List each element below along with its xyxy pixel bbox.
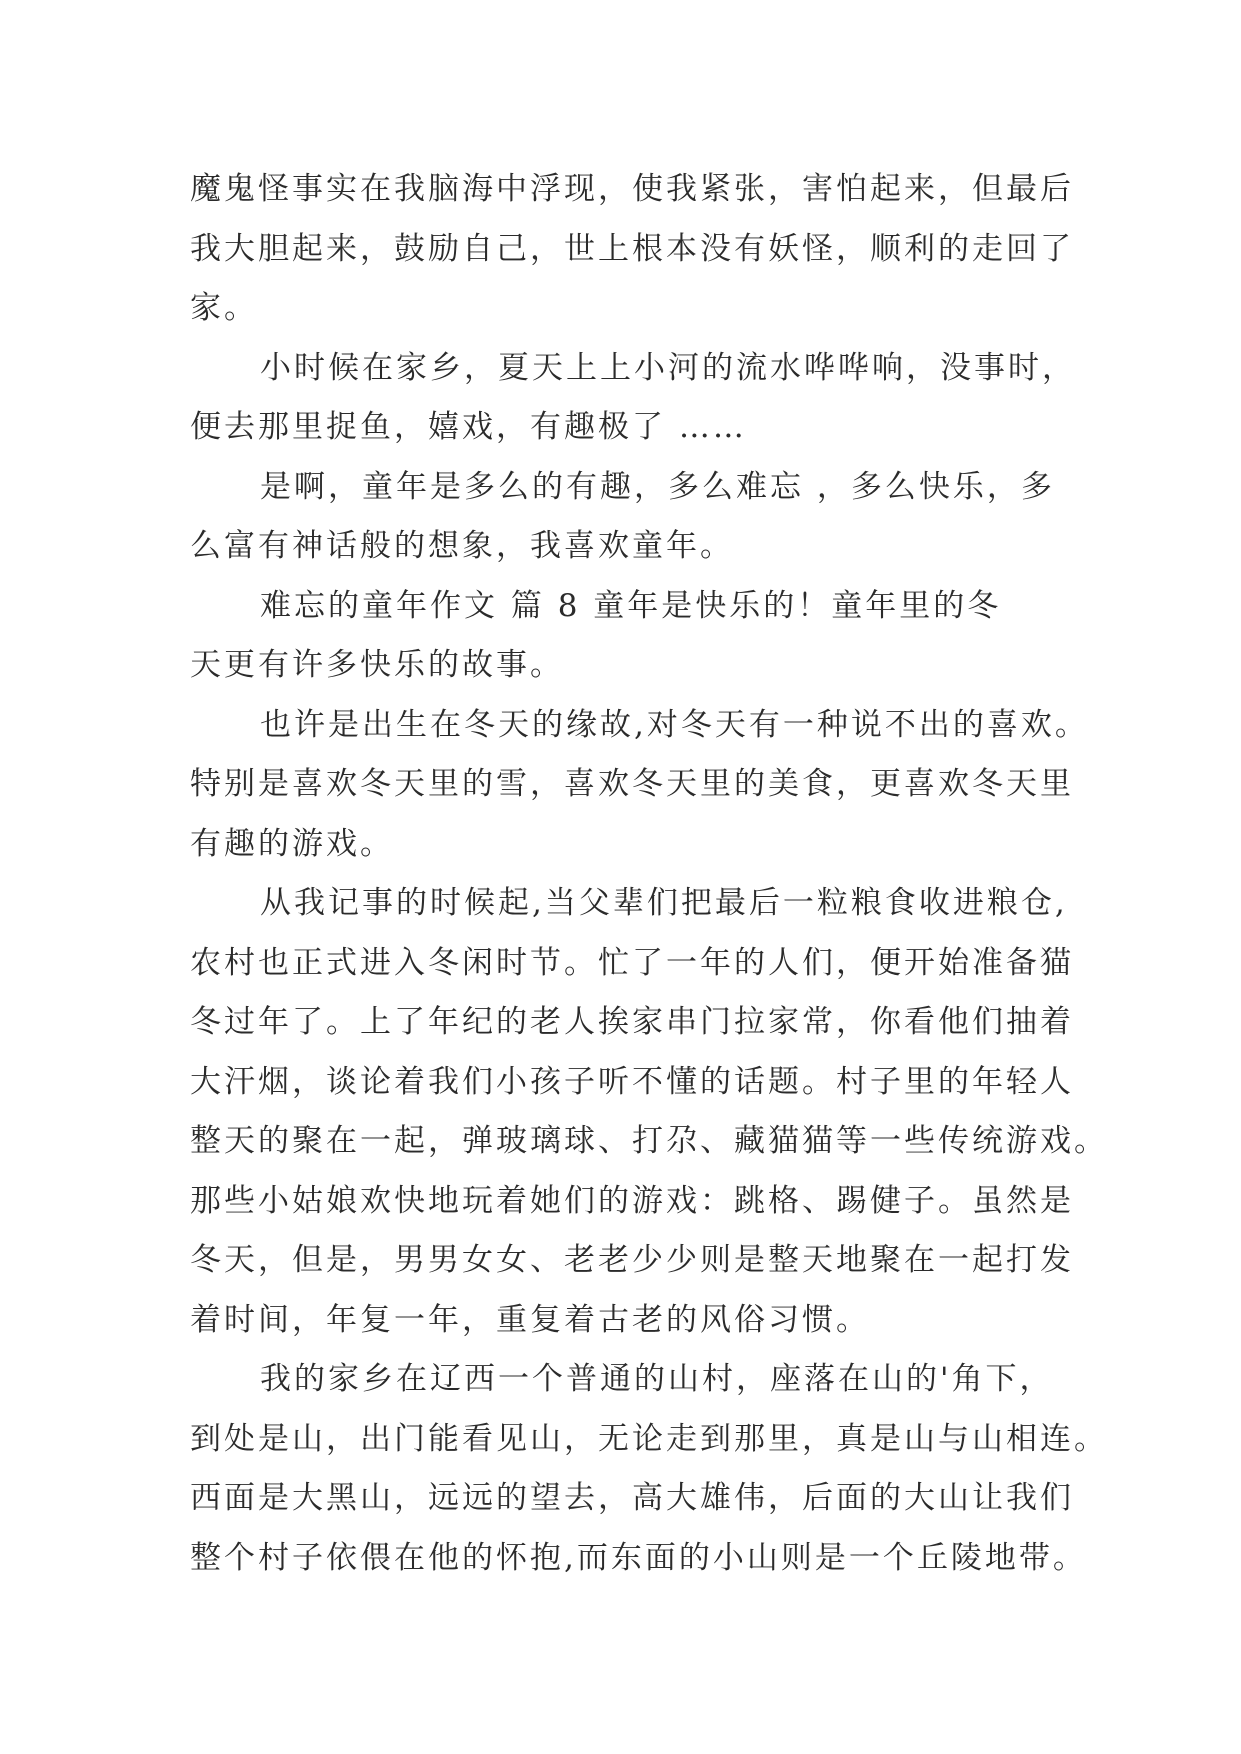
text-line: 整天的聚在一起，弹玻璃球、打尕、藏猫猫等一些传统游戏。 bbox=[190, 1123, 1108, 1159]
text-line: 冬天，但是，男男女女、老老少少则是整天地聚在一起打发 bbox=[190, 1242, 1074, 1278]
text-line: 小时候在家乡，夏天上上小河的流水哗哗响，没事时， bbox=[260, 349, 1076, 386]
section-heading-line: 难忘的童年作文 篇 8 童年是快乐的！童年里的冬 bbox=[260, 587, 1002, 624]
text-line: 是啊，童年是多么的有趣，多么难忘 ，多么快乐，多 bbox=[260, 468, 1055, 505]
text-line: 大汗烟，谈论着我们小孩子听不懂的话题。村子里的年轻人 bbox=[190, 1063, 1074, 1100]
text-line: 整个村子依偎在他的怀抱,而东面的小山则是一个丘陵地带。 bbox=[190, 1539, 1087, 1576]
text-line: 西面是大黑山，远远的望去，高大雄伟，后面的大山让我们 bbox=[190, 1480, 1074, 1516]
text-line: 么富有神话般的想象，我喜欢童年。 bbox=[190, 528, 734, 564]
text-line: 也许是出生在冬天的缘故,对冬天有一种说不出的喜欢。 bbox=[260, 706, 1089, 743]
text-line: 家。 bbox=[190, 290, 258, 326]
text-line: 我大胆起来，鼓励自己，世上根本没有妖怪，顺利的走回了 bbox=[190, 230, 1074, 267]
text-line: 魔鬼怪事实在我脑海中浮现，使我紧张，害怕起来，但最后 bbox=[190, 171, 1074, 207]
text-line: 我的家乡在辽西一个普通的山村，座落在山的'角下， bbox=[260, 1361, 1054, 1397]
text-line: 着时间，年复一年，重复着古老的风俗习惯。 bbox=[190, 1301, 870, 1338]
text-line: 天更有许多快乐的故事。 bbox=[190, 647, 564, 683]
text-line: 便去那里捉鱼，嬉戏，有趣极了 …… bbox=[190, 409, 747, 445]
text-line: 那些小姑娘欢快地玩着她们的游戏：跳格、踢健子。虽然是 bbox=[190, 1182, 1074, 1219]
text-line: 冬过年了。上了年纪的老人挨家串门拉家常，你看他们抽着 bbox=[190, 1004, 1074, 1040]
text-line: 农村也正式进入冬闲时节。忙了一年的人们，便开始准备猫 bbox=[190, 944, 1074, 981]
text-line: 有趣的游戏。 bbox=[190, 825, 394, 862]
text-line: 到处是山，出门能看见山，无论走到那里，真是山与山相连。 bbox=[190, 1420, 1108, 1457]
text-line: 从我记事的时候起,当父辈们把最后一粒粮食收进粮仓, bbox=[260, 885, 1068, 921]
text-line: 特别是喜欢冬天里的雪，喜欢冬天里的美食，更喜欢冬天里 bbox=[190, 766, 1074, 802]
article-body bbox=[190, 160, 1108, 1588]
